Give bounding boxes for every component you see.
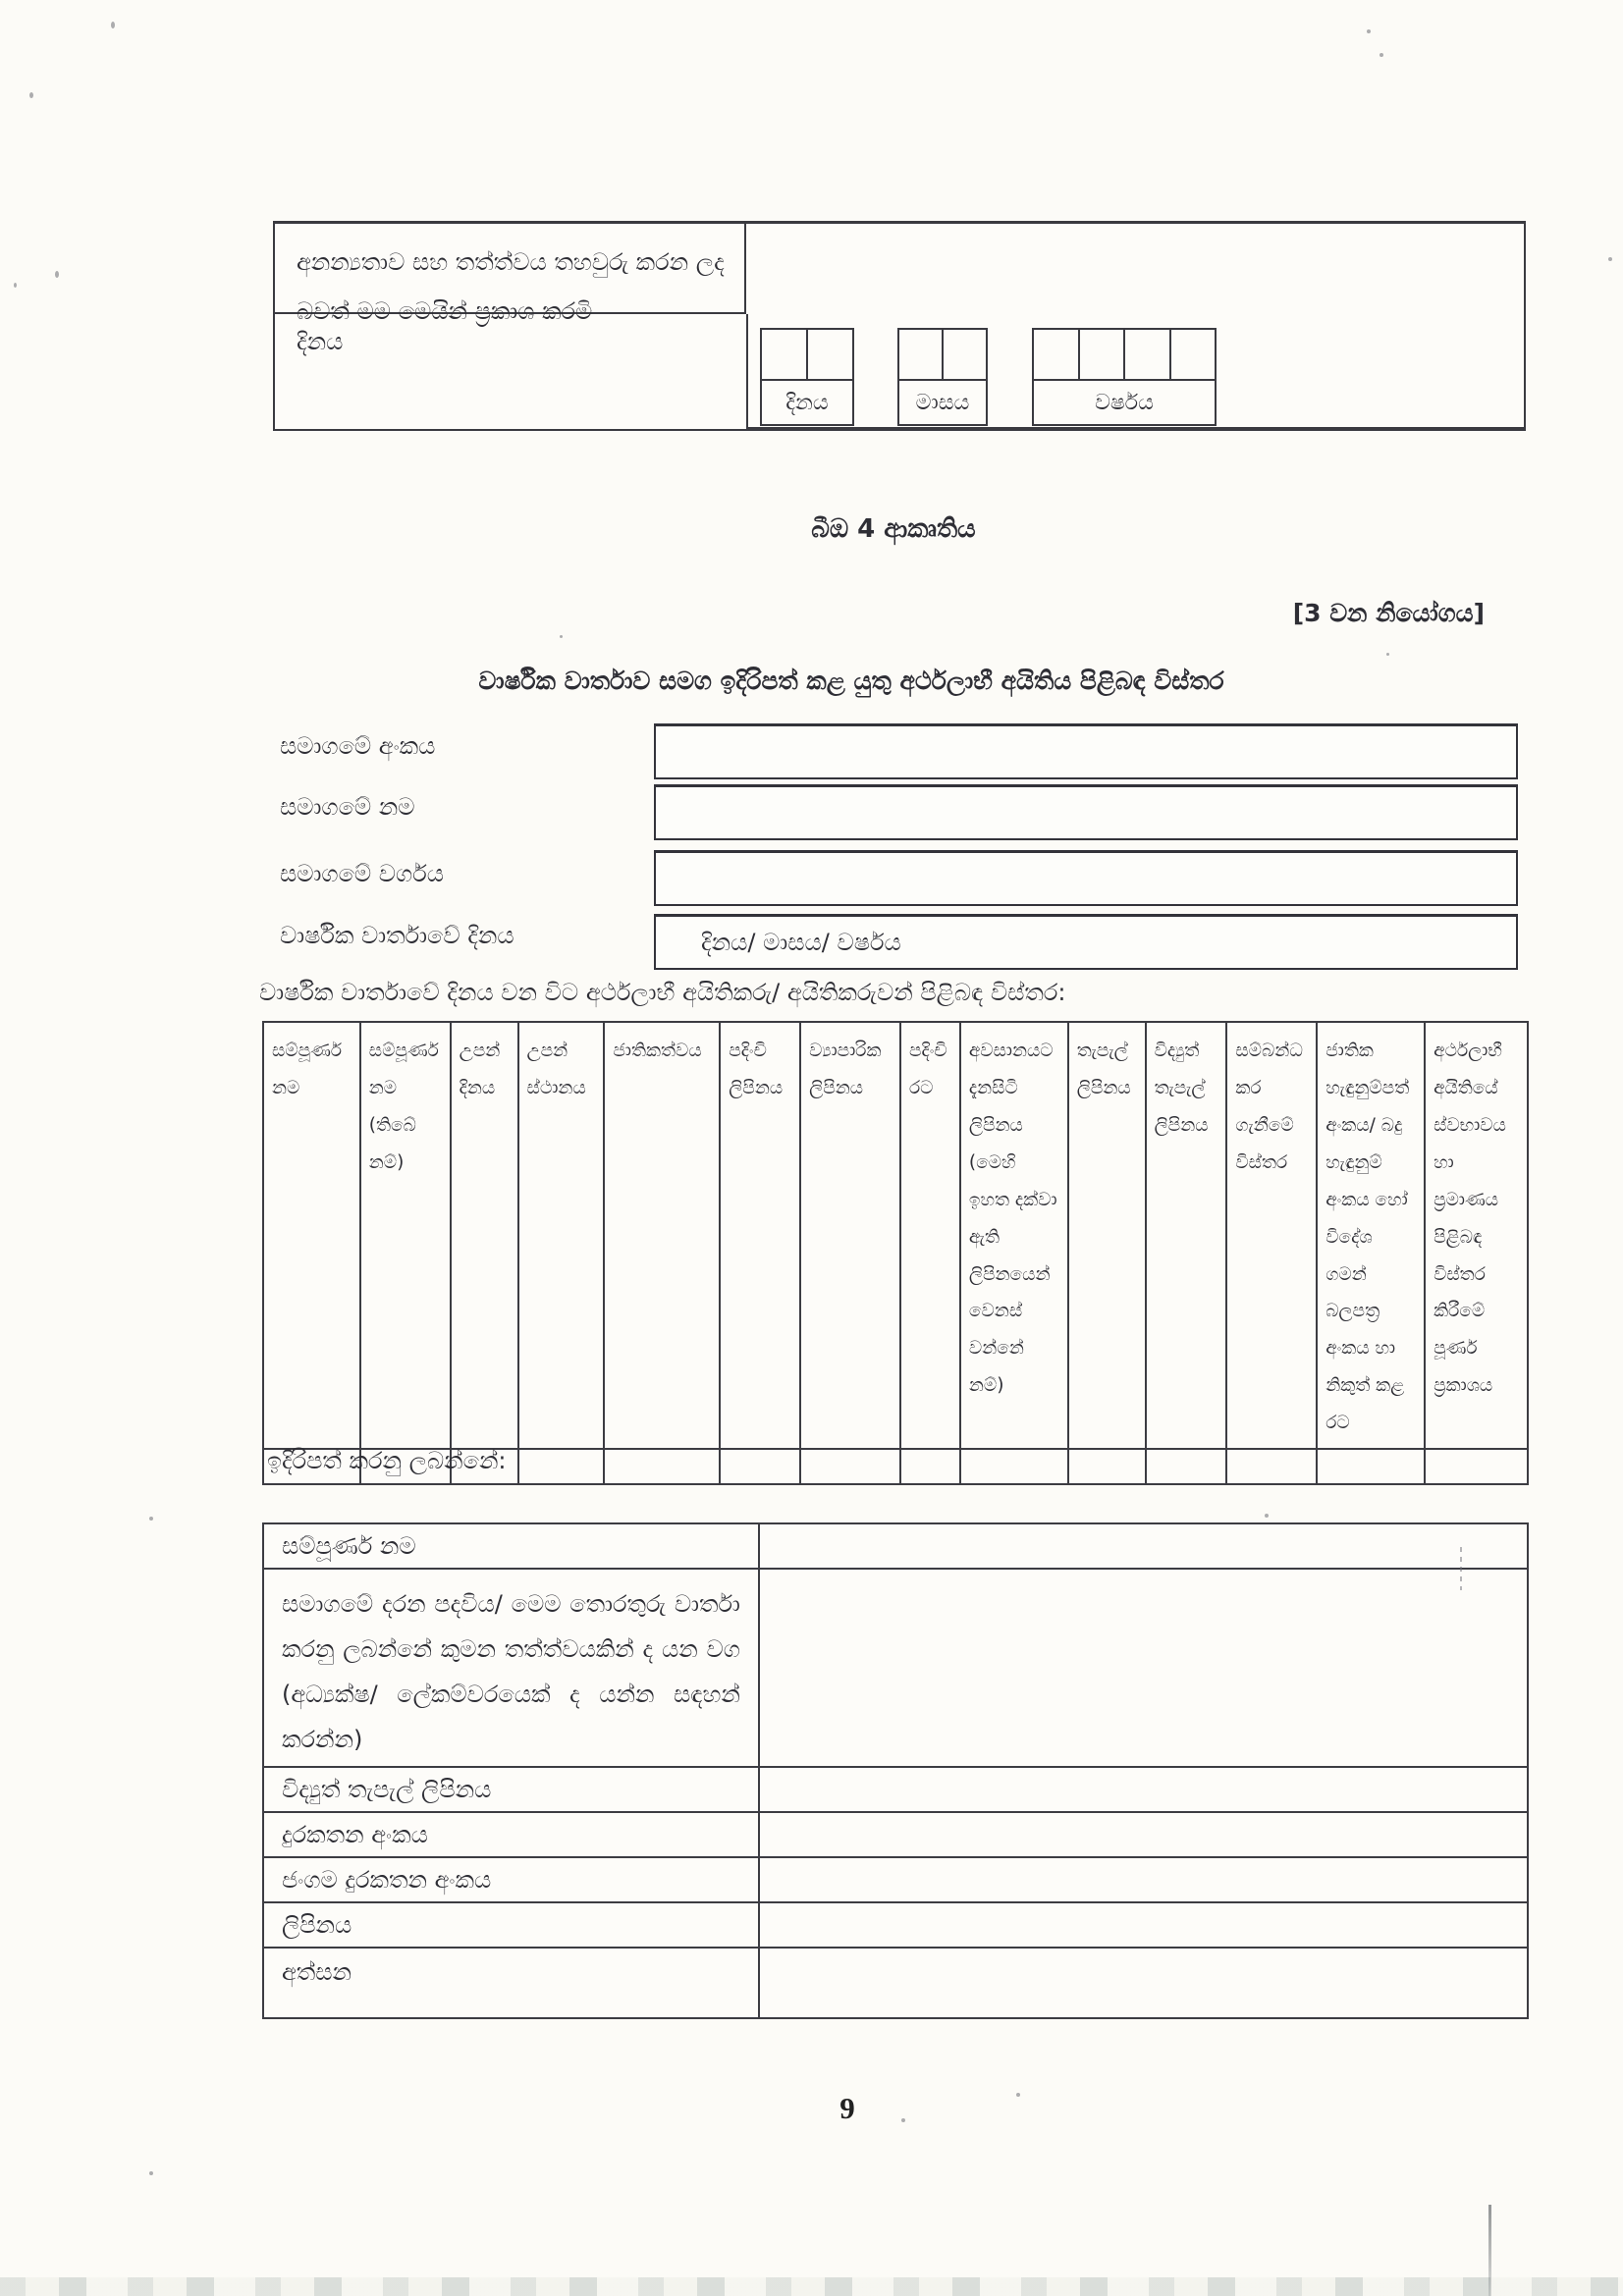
- owners-table-heading: වාර්ෂික වාර්තාවේ දිනය වන විට අර්ථලාභී අයිතිකරු/ අයිතිකරුවන් පිළිබඳ විස්තර:: [259, 979, 1066, 1006]
- date-digit-box: [899, 330, 944, 379]
- scan-speck: [14, 283, 17, 288]
- date-digit-box: [808, 330, 852, 379]
- submitter-mobile-value: [759, 1857, 1528, 1902]
- submitter-table: [262, 1522, 1529, 2019]
- bo-header-row: [263, 1022, 1528, 1449]
- table-row: [263, 1812, 1528, 1857]
- bo-column-header: සම්බන්ධ කර ගැනීමේ විස්තර: [1226, 1022, 1317, 1449]
- bo-column-header: විද්‍යුත් තැපැල් ලිපිනය: [1146, 1022, 1227, 1449]
- date-digit-box: [1080, 330, 1126, 379]
- company-name-field: [654, 784, 1518, 840]
- bo-column-header: පදිංචි රට: [900, 1022, 960, 1449]
- month-digit-cells: [899, 330, 986, 381]
- scan-speck: [29, 92, 33, 98]
- bo-empty-cell: [800, 1449, 900, 1484]
- submitter-signature-value: [759, 1948, 1528, 2018]
- submitter-email-label: විද්‍යුත් තැපැල් ලිපිනය: [263, 1767, 759, 1812]
- table-row: [263, 1523, 1528, 1569]
- scan-speck: [1386, 653, 1389, 656]
- date-digit-box: [1125, 330, 1171, 379]
- submitter-phone-value: [759, 1812, 1528, 1857]
- submitter-capacity-value: [759, 1569, 1528, 1767]
- year-label: වර්ෂය: [1095, 390, 1154, 415]
- bo-column-header: අවසානයට දැනසිටි ලිපිනය (මෙහි ඉහත දක්වා ඇති ලිපිනයෙන් වෙනස් වන්නේ නම්): [960, 1022, 1068, 1449]
- scan-speck: [149, 1517, 153, 1521]
- submitter-signature-label: අත්සන: [263, 1948, 759, 2018]
- bo-empty-cell: [1317, 1449, 1425, 1484]
- bo-column-header: ජාතික හැඳුනුම්පත් අංකය/ බදු හැඳුනුම් අංකය හෝ විදේශ ගමන් බලපත්‍ර අංකය හා නිකුත් කළ රට: [1317, 1022, 1425, 1449]
- bo-column-header: ජාතිකත්වය: [604, 1022, 720, 1449]
- date-digit-box: [1034, 330, 1080, 379]
- day-label: දිනය: [785, 390, 829, 415]
- bo-empty-cell: [960, 1449, 1068, 1484]
- year-digit-cells: [1034, 330, 1215, 381]
- company-number-field: [654, 723, 1518, 779]
- scan-speck: [111, 22, 115, 28]
- bo-column-header: උපන් දිනය: [451, 1022, 518, 1449]
- scan-speck: [1380, 53, 1383, 57]
- scan-speck: [901, 2118, 905, 2122]
- scan-speck: [1608, 257, 1612, 261]
- company-name-label: සමාගමේ නම: [280, 793, 415, 821]
- bo-column-header: උපන් ස්ථානය: [518, 1022, 605, 1449]
- scan-speck: [149, 2171, 153, 2175]
- form-title: වාර්ෂික වාර්තාව සමග ඉදිරිපත් කළ යුතු අර්ථලාභී අයිතිය පිළිබඳ විස්තර: [478, 667, 1224, 695]
- submitter-email-value: [759, 1767, 1528, 1812]
- date-row-label: දිනය: [297, 328, 344, 355]
- bo-empty-cell: [1226, 1449, 1317, 1484]
- declaration-table: [273, 221, 1526, 431]
- company-type-label: සමාගමේ වර්ගය: [280, 860, 444, 887]
- declaration-statement: අනන්‍යතාව සහ තත්ත්වය තහවුරු කරන ලද බවත් මම මෙයින් ප්‍රකාශ කරමි: [275, 224, 746, 314]
- submitter-mobile-label: ජංගම දුරකතන අංකය: [263, 1857, 759, 1902]
- submitter-section-heading: ඉදිරිපත් කරනු ලබන්නේ:: [267, 1447, 507, 1474]
- scan-artifact-dots: [1460, 1547, 1462, 1590]
- scan-artifact-strip: [0, 2277, 1623, 2296]
- scan-speck: [1367, 29, 1371, 33]
- bo-column-header: සම්පූර්ණ නම: [263, 1022, 360, 1449]
- day-digit-cells: [762, 330, 852, 381]
- bo-empty-cell: [900, 1449, 960, 1484]
- submitter-address-label: ලිපිනය: [263, 1902, 759, 1948]
- company-number-label: සමාගමේ අංකය: [280, 732, 436, 760]
- table-row: [263, 1569, 1528, 1767]
- submitter-phone-label: දුරකතන අංකය: [263, 1812, 759, 1857]
- scan-artifact-line: [1488, 2205, 1491, 2296]
- table-row: [263, 1902, 1528, 1948]
- date-digit-box: [1171, 330, 1216, 379]
- scan-speck: [1265, 1514, 1269, 1518]
- table-row: [263, 1767, 1528, 1812]
- annual-return-date-field: [654, 914, 1518, 970]
- annual-return-date-label: වාර්ෂික වාර්තාවේ දිනය: [280, 922, 514, 949]
- submitter-full-name-value: [759, 1523, 1528, 1569]
- page-number: 9: [839, 2091, 855, 2125]
- bo-empty-cell: [1425, 1449, 1528, 1484]
- bo-empty-cell: [604, 1449, 720, 1484]
- day-box-group: [760, 328, 854, 426]
- year-box-group: [1032, 328, 1217, 426]
- bo-column-header: සම්පූර්ණ නම (තිබේ නම්): [360, 1022, 451, 1449]
- date-digit-box: [762, 330, 808, 379]
- table-row: [263, 1857, 1528, 1902]
- scan-speck: [560, 635, 563, 638]
- table-row: [263, 1948, 1528, 2018]
- submitter-capacity-label: සමාගමේ දරන පදවිය/ මෙම තොරතුරු වාර්තා කරනු ලබන්නේ කුමන තත්ත්වයකින් ද යන වග (අධ්‍යක්ෂ/ ලේකම්වරයෙක් ද යන්න සඳහන් කරන්න): [263, 1569, 759, 1767]
- scan-speck: [1016, 2093, 1020, 2097]
- submitter-address-value: [759, 1902, 1528, 1948]
- form-code-heading: බීඔ 4 ආකෘතිය: [811, 514, 976, 544]
- bo-empty-cell: [518, 1449, 605, 1484]
- column-divider: [746, 314, 748, 429]
- regulation-reference: [3 වන නියෝගය]: [1292, 599, 1485, 627]
- declaration-date-row: [275, 314, 1524, 429]
- month-label: මාසය: [915, 390, 970, 415]
- bo-column-header: තැපැල් ලිපිනය: [1068, 1022, 1146, 1449]
- submitter-full-name-label: සම්පූර්ණ නම: [263, 1523, 759, 1569]
- company-type-field: [654, 850, 1518, 906]
- bo-empty-cell: [1146, 1449, 1227, 1484]
- beneficial-owners-table: [262, 1021, 1529, 1485]
- month-box-group: [897, 328, 988, 426]
- bo-empty-cell: [1068, 1449, 1146, 1484]
- bo-empty-cell: [720, 1449, 800, 1484]
- date-digit-box: [944, 330, 986, 379]
- bo-column-header: පදිංචි ලිපිනය: [720, 1022, 800, 1449]
- bo-column-header: අර්ථලාභී අයිතියේ ස්වභාවය හා ප්‍රමාණය පිළිබඳ විස්තර කිරීමේ පූර්ණ ප්‍රකාශය: [1425, 1022, 1528, 1449]
- annual-return-date-placeholder: දිනය/ මාසය/ වර්ෂය: [701, 929, 901, 956]
- bo-column-header: ව්‍යාපාරික ලිපිනය: [800, 1022, 900, 1449]
- scan-speck: [55, 271, 59, 278]
